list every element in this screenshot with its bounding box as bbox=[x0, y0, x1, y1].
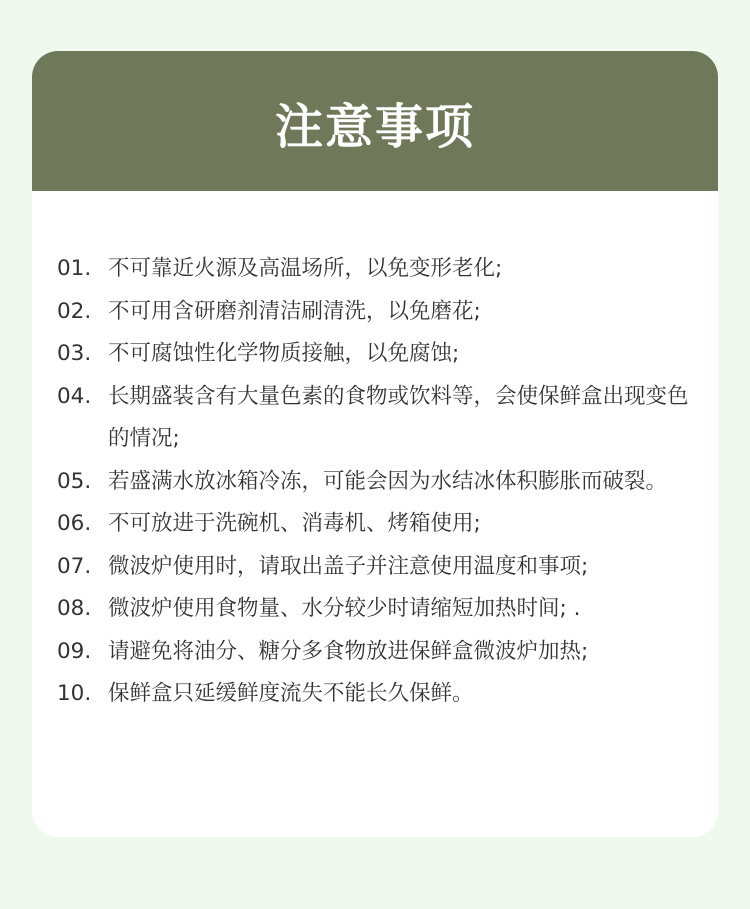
notice-list bbox=[57, 248, 697, 716]
list-item bbox=[57, 461, 697, 504]
item-number: 02. bbox=[57, 298, 92, 324]
list-item bbox=[57, 631, 697, 674]
item-text: 微波炉使用食物量、水分较少时请缩短加热时间; . bbox=[108, 596, 581, 621]
list-item bbox=[57, 248, 697, 291]
list-item bbox=[57, 673, 697, 716]
item-text: 不可放进于洗碗机、消毒机、烤箱使用; bbox=[108, 511, 481, 536]
item-text: 长期盛装含有大量色素的食物或饮料等，会使保鲜盒出现变色的情况; bbox=[108, 383, 689, 451]
item-number: 05. bbox=[57, 468, 92, 494]
item-number: 08. bbox=[57, 596, 92, 621]
list-item bbox=[57, 291, 697, 334]
list-item bbox=[57, 546, 697, 589]
item-number: 03. bbox=[57, 341, 92, 366]
item-text: 若盛满水放冰箱冷冻，可能会因为水结冰体积膨胀而破裂。 bbox=[108, 468, 668, 494]
item-number: 06. bbox=[57, 511, 92, 536]
list-item bbox=[57, 503, 697, 546]
card-header bbox=[32, 51, 718, 191]
item-text: 不可用含研磨剂清洁刷清洗，以免磨花; bbox=[108, 298, 481, 324]
item-number: 04. bbox=[57, 383, 92, 409]
list-item bbox=[57, 333, 697, 376]
item-text: 请避免将油分、糖分多食物放进保鲜盒微波炉加热; bbox=[108, 638, 589, 664]
list-item bbox=[57, 588, 697, 631]
item-number: 10. bbox=[57, 681, 92, 706]
item-text: 不可靠近火源及高温场所，以免变形老化; bbox=[108, 256, 503, 281]
item-number: 07. bbox=[57, 553, 92, 579]
notice-card bbox=[32, 51, 718, 837]
item-text: 不可腐蚀性化学物质接触，以免腐蚀; bbox=[108, 341, 460, 366]
list-item bbox=[57, 376, 697, 461]
page-title: 注意事项 bbox=[274, 98, 475, 155]
item-text: 微波炉使用时，请取出盖子并注意使用温度和事项; bbox=[108, 553, 589, 579]
item-text: 保鲜盒只延缓鲜度流失不能长久保鲜。 bbox=[108, 681, 474, 706]
item-number: 09. bbox=[57, 638, 92, 664]
item-number: 01. bbox=[57, 256, 92, 281]
